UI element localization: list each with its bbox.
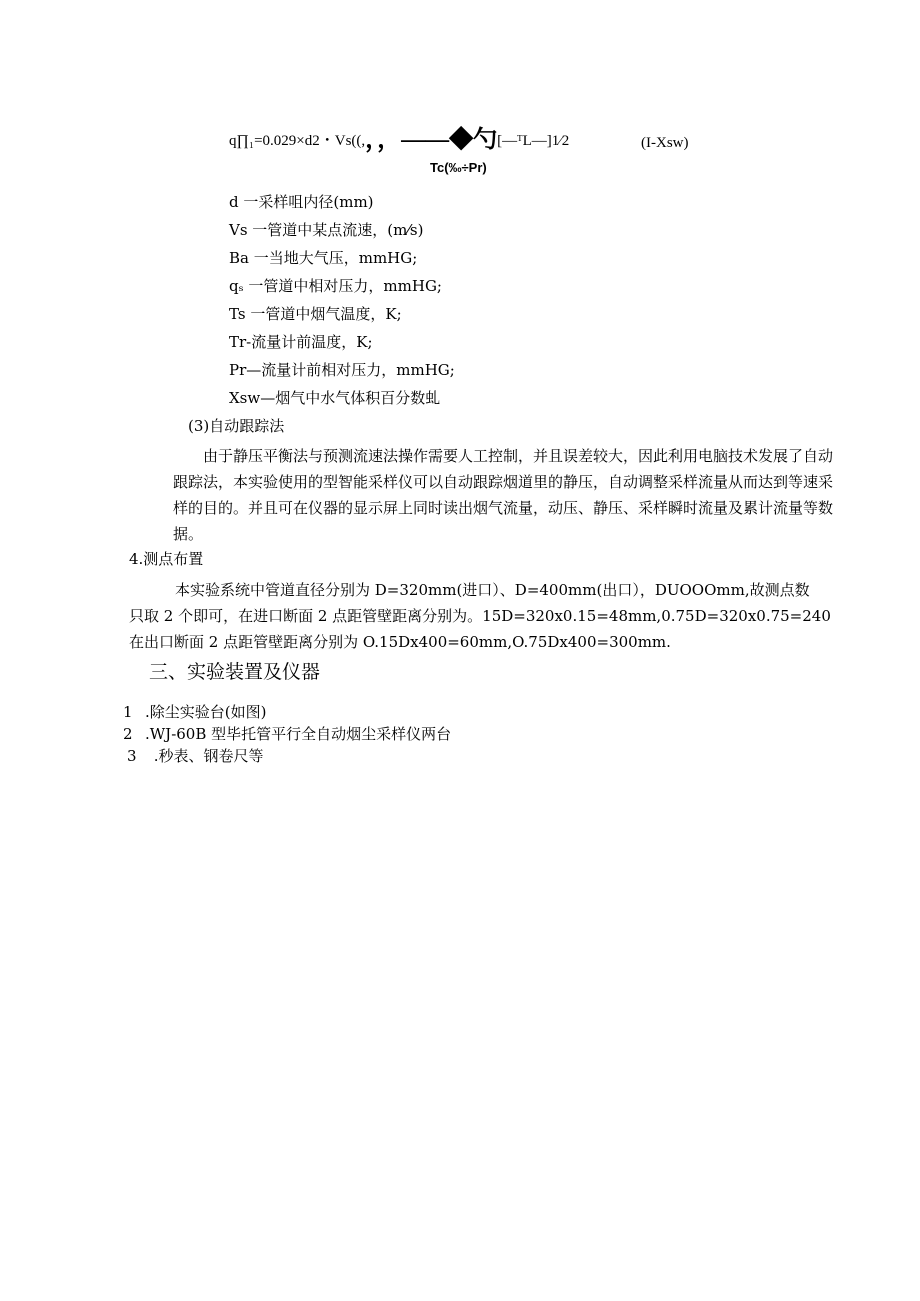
list-number: 3 <box>127 747 137 765</box>
section-heading: 三、实验装置及仪器 <box>149 661 321 683</box>
list-number: 2 <box>123 725 133 743</box>
variable-definition: Ts 一管道中烟气温度，K; <box>229 305 402 323</box>
section-title: 4.测点布置 <box>129 550 204 568</box>
paragraph-auto-tracking <box>173 443 843 547</box>
list-text: .秒表、钢卷尺等 <box>149 747 264 765</box>
formula-tag: (I-Xsw) <box>641 135 689 151</box>
formula-denominator: Tc(‰÷Pr) <box>430 160 487 175</box>
variable-definition: Tr-流量计前温度，K; <box>229 333 373 351</box>
formula-symbol: ，，——◆勺 <box>365 127 498 153</box>
variable-definition: Ba 一当地大气压，mmHG; <box>229 249 418 267</box>
sub-heading: (3)自动跟踪法 <box>188 417 285 435</box>
paragraph-text: 由于静压平衡法与预测流速法操作需要人工控制，并且误差较大，因此利用电脑技术发展了自动跟踪法，本实验使用的型智能采样仪可以自动跟踪烟道里的静压，自动调整采样流量从而达到等速采样的目的。并且可在仪器的显示屏上同时读出烟气流量，动压、静压、采样瞬时流量及累计流量等数据。 <box>173 447 834 543</box>
paragraph-line: 本实验系统中管道直径分别为 D=320mm(进口）、D=400mm(出口），DUOOOmm,故测点数 <box>175 581 810 599</box>
list-number: 1 <box>123 703 133 721</box>
variable-definition: qₛ 一管道中相对压力，mmHG; <box>229 277 442 295</box>
paragraph-line: 在出口断面 2 点距管壁距离分别为 O.15Dx400=60mm,O.75Dx400=300mm. <box>129 633 671 651</box>
list-item <box>127 746 264 766</box>
list-text: .WJ-60B 型毕托管平行全自动烟尘采样仪两台 <box>145 725 452 743</box>
formula-numerator: q∏₁=0.029×d2・Vs((, <box>229 133 366 149</box>
paragraph-line: 只取 2 个即可，在进口断面 2 点距管壁距离分别为。15D=320x0.15=48mm,0.75D=320x0.75=240 <box>129 607 831 625</box>
list-item <box>123 702 266 722</box>
list-text: .除尘实验台(如图) <box>145 703 267 721</box>
formula-tail: [—ᵀL—]1⁄2 <box>497 133 570 149</box>
formula-main <box>229 127 570 153</box>
variable-definition: d 一采样咀内径(mm) <box>229 193 374 211</box>
variable-definition: Vs 一管道中某点流速，(m⁄s) <box>229 221 424 239</box>
variable-definition: Pr—流量计前相对压力，mmHG; <box>229 361 455 379</box>
list-item <box>123 724 451 744</box>
variable-definition: Xsw—烟气中水气体积百分数虬 <box>229 389 441 407</box>
